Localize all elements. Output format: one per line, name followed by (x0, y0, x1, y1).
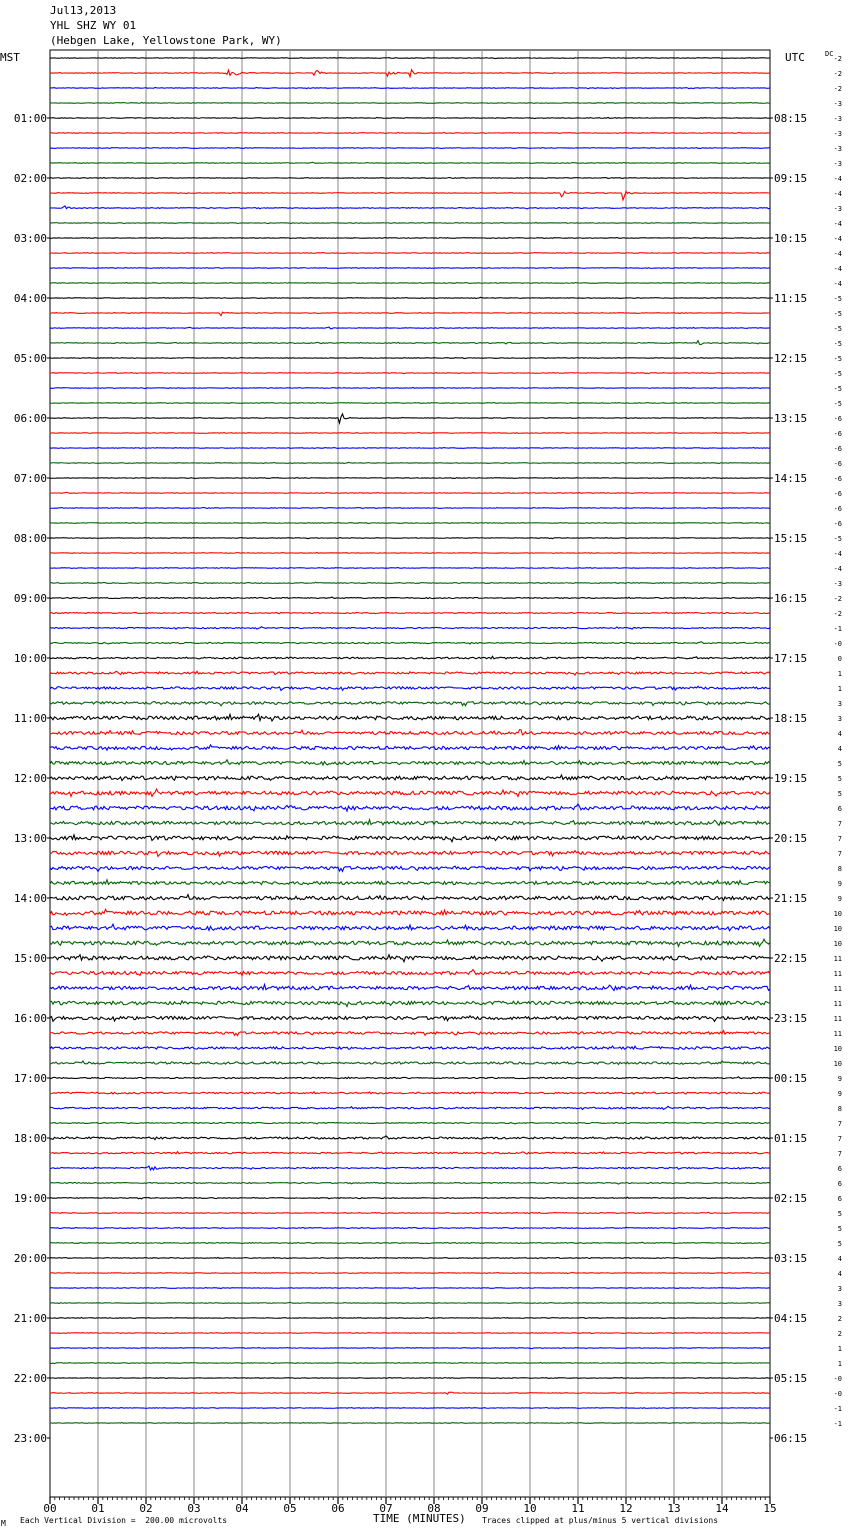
dc-offset-label: 6 (837, 1165, 842, 1173)
trace-line (50, 1122, 770, 1124)
trace-line (50, 939, 770, 946)
trace-line (50, 1257, 770, 1258)
x-tick-label: 05 (283, 1502, 297, 1515)
trace-line (50, 775, 770, 781)
right-hour-label: 03:15 (774, 1252, 808, 1265)
dc-offset-label: -6 (833, 445, 842, 453)
trace-line (50, 1377, 770, 1378)
left-hour-label: 08:00 (13, 532, 47, 545)
header-date: Jul13,2013 (50, 4, 117, 17)
trace-line (50, 297, 770, 298)
left-hour-label: 09:00 (13, 592, 47, 605)
dc-offset-label: 9 (837, 895, 842, 903)
trace-line (50, 538, 770, 539)
trace-line (50, 358, 770, 359)
x-tick-label: 03 (187, 1502, 201, 1515)
x-tick-label: 00 (43, 1502, 57, 1515)
left-hour-label: 13:00 (13, 832, 47, 845)
trace-line (50, 671, 770, 675)
dc-offset-label: -1 (833, 1420, 842, 1428)
trace-line (50, 1061, 770, 1065)
trace-line (50, 642, 770, 644)
trace-line (50, 1407, 770, 1408)
right-hour-label: 02:15 (774, 1192, 808, 1205)
trace-line (50, 924, 770, 930)
dc-offset-label: 1 (837, 1345, 842, 1353)
trace-line (50, 895, 770, 901)
trace-line (50, 866, 770, 871)
scale-note: Each Vertical Division = 200.00 microvolts (20, 1516, 228, 1525)
dc-offset-label: 10 (833, 1045, 842, 1053)
left-hour-label: 15:00 (13, 952, 47, 965)
trace-line (50, 804, 770, 811)
trace-line (50, 835, 770, 842)
dc-offset-label: 11 (833, 1000, 842, 1008)
dc-offset-label: 7 (837, 1120, 842, 1128)
trace-line (50, 1423, 770, 1424)
trace-line (50, 1272, 770, 1273)
dc-offset-label: 5 (837, 1240, 842, 1248)
left-hour-label: 14:00 (13, 892, 47, 905)
trace-line (50, 714, 770, 721)
dc-offset-label: -5 (833, 325, 842, 333)
trace-line (50, 1166, 770, 1170)
x-tick-label: 09 (475, 1502, 489, 1515)
dc-offset-label: -6 (833, 520, 842, 528)
x-tick-label: 13 (667, 1502, 681, 1515)
dc-offset-label: 4 (837, 1270, 842, 1278)
trace-line (50, 984, 770, 990)
dc-offset-label: -3 (833, 160, 842, 168)
x-tick-label: 01 (91, 1502, 105, 1515)
dc-offset-label: -5 (833, 400, 842, 408)
dc-offset-label: -6 (833, 430, 842, 438)
trace-line (50, 552, 770, 553)
trace-line (50, 87, 770, 88)
trace-line (50, 1348, 770, 1349)
dc-offset-label: -3 (833, 205, 842, 213)
x-tick-label: 15 (763, 1502, 777, 1515)
trace-line (50, 1046, 770, 1049)
dc-offset-label: -0 (833, 640, 842, 648)
trace-line (50, 177, 770, 178)
trace-line (50, 462, 770, 463)
right-hour-label: 18:15 (774, 712, 808, 725)
trace-line (50, 147, 770, 148)
plot-frame (50, 50, 770, 1497)
trace-line (50, 373, 770, 374)
dc-offset-label: -3 (833, 115, 842, 123)
right-hour-label: 08:15 (774, 112, 808, 125)
trace-line (50, 191, 770, 200)
left-hour-label: 21:00 (13, 1312, 47, 1325)
dc-offset-label: -4 (833, 550, 842, 558)
dc-offset-label: -4 (833, 175, 842, 183)
trace-line (50, 414, 770, 423)
left-hour-label: 19:00 (13, 1192, 47, 1205)
trace-line (50, 387, 770, 388)
trace-line (50, 448, 770, 449)
trace-line (50, 432, 770, 433)
dc-offset-label: 10 (833, 925, 842, 933)
dc-offset-label: 10 (833, 1060, 842, 1068)
dc-header-label: DC (825, 50, 834, 58)
x-tick-label: 10 (523, 1502, 537, 1515)
trace-line (50, 1287, 770, 1288)
dc-offset-label: -5 (833, 340, 842, 348)
dc-offset-label: -0 (833, 1390, 842, 1398)
trace-line (50, 1092, 770, 1094)
trace-line (50, 597, 770, 599)
trace-line (50, 582, 770, 583)
trace-line (50, 1317, 770, 1318)
x-tick-label: 06 (331, 1502, 345, 1515)
trace-line (50, 686, 770, 690)
trace-line (50, 267, 770, 268)
right-hour-label: 10:15 (774, 232, 808, 245)
trace-line (50, 1016, 770, 1022)
trace-line (50, 1197, 770, 1199)
dc-offset-label: -4 (833, 190, 842, 198)
trace-line (50, 1001, 770, 1007)
right-hour-label: 00:15 (774, 1072, 808, 1085)
header-station: YHL SHZ WY 01 (50, 19, 137, 32)
dc-offset-label: -5 (833, 355, 842, 363)
trace-line (50, 970, 770, 976)
left-hour-label: 17:00 (13, 1072, 47, 1085)
right-hour-label: 11:15 (774, 292, 808, 305)
trace-line (50, 341, 770, 345)
dc-offset-label: 6 (837, 805, 842, 813)
right-hour-label: 20:15 (774, 832, 808, 845)
dc-offset-label: 8 (837, 1105, 842, 1113)
x-axis-title: TIME (MINUTES) (373, 1512, 466, 1525)
dc-offset-label: -3 (833, 100, 842, 108)
clip-note: Traces clipped at plus/minus 5 vertical divisions (482, 1516, 719, 1525)
left-hour-label: 10:00 (13, 652, 47, 665)
x-tick-label: 04 (235, 1502, 249, 1515)
corner-mark: M (1, 1519, 6, 1528)
dc-offset-label: 2 (837, 1315, 842, 1323)
left-timezone-label: MST (0, 51, 20, 64)
right-hour-label: 21:15 (774, 892, 808, 905)
trace-line (50, 789, 770, 796)
trace-line (50, 58, 770, 59)
trace-line (50, 1227, 770, 1228)
right-hour-label: 17:15 (774, 652, 808, 665)
dc-offset-label: 7 (837, 820, 842, 828)
dc-offset-label: -3 (833, 130, 842, 138)
dc-offset-label: 7 (837, 850, 842, 858)
trace-line (50, 612, 770, 614)
dc-offset-label: 5 (837, 760, 842, 768)
dc-offset-label: -4 (833, 250, 842, 258)
trace-line (50, 507, 770, 508)
trace-line (50, 1212, 770, 1213)
dc-offset-label: -4 (833, 280, 842, 288)
dc-offset-label: -2 (833, 610, 842, 618)
trace-line (50, 1106, 770, 1109)
dc-offset-label: 11 (833, 1030, 842, 1038)
dc-offset-label: 5 (837, 790, 842, 798)
dc-offset-label: -6 (833, 460, 842, 468)
header-location: (Hebgen Lake, Yellowstone Park, WY) (50, 34, 282, 47)
trace-line (50, 909, 770, 915)
dc-offset-label: -6 (833, 415, 842, 423)
trace-line (50, 70, 770, 77)
x-tick-label: 07 (379, 1502, 393, 1515)
dc-offset-label: 11 (833, 955, 842, 963)
dc-offset-label: -5 (833, 370, 842, 378)
trace-line (50, 252, 770, 253)
right-hour-label: 23:15 (774, 1012, 808, 1025)
left-hour-label: 16:00 (13, 1012, 47, 1025)
trace-line (50, 1242, 770, 1243)
trace-line (50, 327, 770, 329)
trace-line (50, 1182, 770, 1184)
dc-offset-label: 5 (837, 1225, 842, 1233)
dc-offset-label: -6 (833, 505, 842, 513)
dc-offset-label: 0 (837, 655, 842, 663)
trace-line (50, 1136, 770, 1140)
dc-offset-label: -5 (833, 295, 842, 303)
right-hour-label: 04:15 (774, 1312, 808, 1325)
trace-line (50, 1362, 770, 1363)
trace-line (50, 627, 770, 629)
dc-offset-label: 9 (837, 1075, 842, 1083)
left-hour-label: 22:00 (13, 1372, 47, 1385)
trace-line (50, 567, 770, 568)
trace-line (50, 117, 770, 118)
right-hour-label: 15:15 (774, 532, 808, 545)
right-hour-label: 05:15 (774, 1372, 808, 1385)
dc-offset-label: -5 (833, 535, 842, 543)
dc-offset-label: 11 (833, 970, 842, 978)
trace-line (50, 1077, 770, 1079)
trace-line (50, 730, 770, 735)
dc-offset-label: -4 (833, 220, 842, 228)
dc-offset-label: -2 (833, 595, 842, 603)
left-hour-label: 12:00 (13, 772, 47, 785)
dc-offset-label: 8 (837, 865, 842, 873)
right-hour-label: 13:15 (774, 412, 808, 425)
x-tick-label: 11 (571, 1502, 585, 1515)
dc-offset-label: 4 (837, 730, 842, 738)
dc-offset-label: 3 (837, 1285, 842, 1293)
dc-offset-label: -0 (833, 1375, 842, 1383)
dc-offset-label: -1 (833, 1405, 842, 1413)
dc-offset-label: 9 (837, 1090, 842, 1098)
dc-offset-label: 1 (837, 685, 842, 693)
right-hour-label: 09:15 (774, 172, 808, 185)
left-hour-label: 02:00 (13, 172, 47, 185)
trace-line (50, 851, 770, 857)
left-hour-label: 11:00 (13, 712, 47, 725)
left-hour-label: 20:00 (13, 1252, 47, 1265)
dc-offset-label: 6 (837, 1195, 842, 1203)
trace-line (50, 206, 770, 209)
trace-line (50, 1031, 770, 1036)
left-hour-label: 01:00 (13, 112, 47, 125)
trace-line (50, 880, 770, 885)
trace-line (50, 1152, 770, 1154)
trace-line (50, 1392, 770, 1394)
dc-offset-label: -1 (833, 625, 842, 633)
right-hour-label: 12:15 (774, 352, 808, 365)
x-tick-label: 14 (715, 1502, 729, 1515)
trace-line (50, 701, 770, 705)
right-hour-label: 22:15 (774, 952, 808, 965)
dc-offset-label: 7 (837, 835, 842, 843)
trace-line (50, 312, 770, 316)
trace-line (50, 1333, 770, 1334)
left-hour-label: 03:00 (13, 232, 47, 245)
dc-offset-label: 6 (837, 1180, 842, 1188)
dc-offset-label: -6 (833, 490, 842, 498)
trace-line (50, 820, 770, 826)
left-hour-label: 04:00 (13, 292, 47, 305)
left-hour-label: 06:00 (13, 412, 47, 425)
dc-offset-label: 3 (837, 715, 842, 723)
left-hour-label: 23:00 (13, 1432, 47, 1445)
dc-offset-label: 3 (837, 1300, 842, 1308)
dc-offset-label: -5 (833, 385, 842, 393)
x-tick-label: 08 (427, 1502, 441, 1515)
trace-line (50, 478, 770, 479)
trace-line (50, 492, 770, 493)
dc-offset-label: 9 (837, 880, 842, 888)
trace-line (50, 283, 770, 284)
dc-offset-label: -5 (833, 310, 842, 318)
left-hour-label: 05:00 (13, 352, 47, 365)
dc-offset-label: -3 (833, 580, 842, 588)
trace-line (50, 656, 770, 659)
right-hour-label: 01:15 (774, 1132, 808, 1145)
dc-offset-label: -4 (833, 235, 842, 243)
trace-line (50, 402, 770, 403)
dc-offset-label: 10 (833, 940, 842, 948)
dc-offset-label: -2 (833, 70, 842, 78)
dc-offset-label: 7 (837, 1150, 842, 1158)
dc-offset-label: 11 (833, 985, 842, 993)
right-timezone-label: UTC (785, 51, 805, 64)
dc-offset-label: 3 (837, 700, 842, 708)
dc-offset-label: 5 (837, 1210, 842, 1218)
dc-offset-label: 4 (837, 745, 842, 753)
dc-offset-label: -3 (833, 145, 842, 153)
x-tick-label: 02 (139, 1502, 153, 1515)
left-hour-label: 18:00 (13, 1132, 47, 1145)
trace-line (50, 102, 770, 103)
trace-line (50, 222, 770, 223)
dc-offset-label: 7 (837, 1135, 842, 1143)
left-hour-label: 07:00 (13, 472, 47, 485)
dc-offset-label: -6 (833, 475, 842, 483)
trace-line (50, 162, 770, 163)
dc-offset-label: 10 (833, 910, 842, 918)
right-hour-label: 14:15 (774, 472, 808, 485)
dc-offset-label: -4 (833, 265, 842, 273)
trace-line (50, 523, 770, 524)
right-hour-label: 06:15 (774, 1432, 808, 1445)
dc-offset-label: 1 (837, 1360, 842, 1368)
trace-line (50, 1302, 770, 1303)
right-hour-label: 19:15 (774, 772, 808, 785)
trace-line (50, 237, 770, 238)
dc-offset-label: 1 (837, 670, 842, 678)
dc-offset-label: 4 (837, 1255, 842, 1263)
dc-offset-label: -4 (833, 565, 842, 573)
trace-line (50, 132, 770, 133)
dc-offset-label: 11 (833, 1015, 842, 1023)
trace-line (50, 760, 770, 765)
dc-offset-label: 5 (837, 775, 842, 783)
trace-line (50, 745, 770, 750)
dc-offset-label: -2 (833, 55, 842, 63)
dc-offset-label: -2 (833, 85, 842, 93)
dc-offset-label: 2 (837, 1330, 842, 1338)
x-tick-label: 12 (619, 1502, 633, 1515)
right-hour-label: 16:15 (774, 592, 808, 605)
trace-line (50, 955, 770, 962)
